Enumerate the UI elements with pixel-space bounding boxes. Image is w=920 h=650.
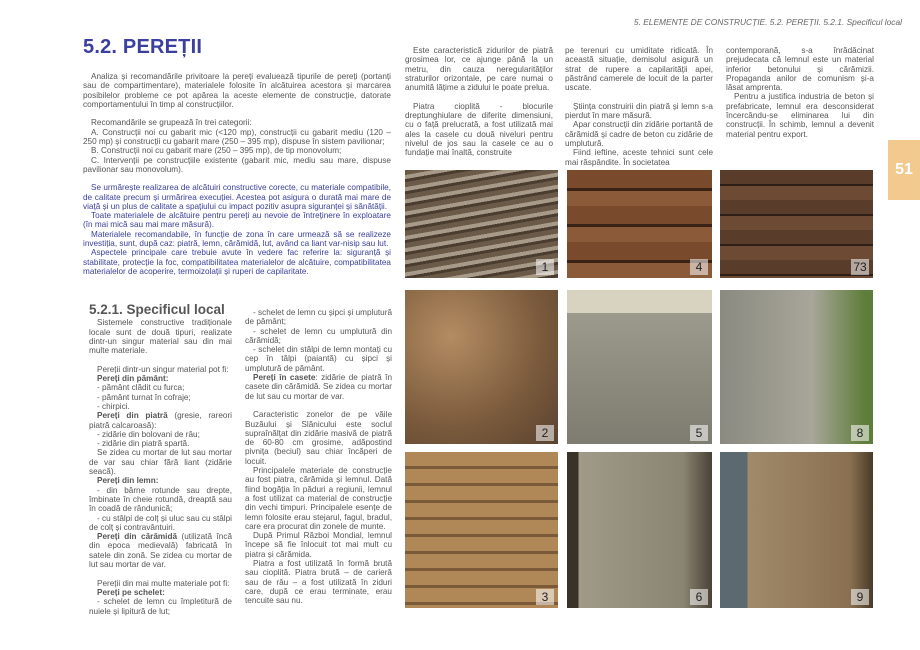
list-item: - chirpici. bbox=[97, 401, 130, 411]
top-column-2 bbox=[405, 46, 553, 158]
paragraph: Se zidea cu mortar de lut sau mortar de var sau chiar fără liant (zidărie seacă). bbox=[89, 448, 232, 477]
list-item: - pământ turnat în cofraje; bbox=[97, 392, 191, 402]
paragraph: Piatra a fost utilizată în formă brută sau cioplită. Piatra brută – de carieră sau de râu – a fost utilizată în ziduri care, după ce erau terminate, erau tencuite sau nu. bbox=[245, 559, 392, 606]
list-item: - zidărie din bolovani de râu; bbox=[97, 429, 200, 439]
list-item: - din bârne rotunde sau drepte, îmbinate în cheie rotundă, dreaptă sau în coadă de rândunică; bbox=[89, 485, 232, 514]
photo-plaster-frame-wall bbox=[567, 452, 712, 608]
photo-brick-wall bbox=[405, 452, 558, 608]
photo-frame-wall-window bbox=[720, 452, 873, 608]
list-item: - schelet de lemn cu împletitură de nuiele și lipitură de lut; bbox=[89, 597, 232, 616]
photo-label: 73 bbox=[851, 259, 869, 275]
list-item: - schelet din stâlpi de lemn montați cu cep în tălpi (paiantă) cu șipci și umplutură de pământ. bbox=[245, 345, 392, 373]
paragraph: Este caracteristică zidurilor de piatră grosimea lor, ce ajunge până la un metru, din cauza neregularităților straturilor orizontale, pe care numai o anumită lățime a zidului le poate prelua. bbox=[405, 46, 553, 93]
photo-label: 5 bbox=[690, 425, 708, 441]
photo-label: 9 bbox=[851, 589, 869, 605]
photo-label: 3 bbox=[536, 589, 554, 605]
list-item: - schelet de lemn cu șipci și umplutură de pământ; bbox=[245, 308, 392, 327]
photo-river-stone-wall bbox=[567, 290, 712, 444]
text: (gresie, rareori piatră calcaroasă): bbox=[89, 411, 232, 430]
intro-paragraph: B. Construcții noi cu gabarit mare (250 – 395 mp), de tip monovolum; bbox=[91, 146, 342, 156]
photo-stone-wall bbox=[405, 290, 558, 444]
paragraph: Pereții dintr-un singur material pot fi: bbox=[97, 364, 229, 374]
list-item: - zidărie din piatră spartă. bbox=[97, 439, 190, 449]
paragraph: Principalele materiale de construcție au fost piatra, cărămida și lemnul. Dată fiind bogăția în păduri a regiunii, lemnul a fost utilizat ca material de construcție din vechi timpuri. Principalele esențe de lemn folosite erau stejarul, fagul, bradul, care era procurat din zonele de munte. bbox=[245, 466, 392, 531]
breadcrumb: 5. ELEMENTE DE CONSTRUCȚIE. 5.2. PEREȚII. 5.2.1. Specificul local bbox=[633, 17, 902, 27]
recommendation-paragraph: Se urmărește realizarea de alcătuiri constructive corecte, cu materiale compatibile, de calitate precum și urmărirea execuției. Acestea pot asigura o durată mai mare de viață și un plus de calitate a spațiului cu impact pozitiv asupra siguranței și sănătății. bbox=[83, 183, 391, 211]
photo-timber-wall bbox=[720, 170, 873, 278]
photo-log-wall bbox=[567, 170, 712, 278]
text: (utilizată încă din epoca medievală) fabricată în satele din zonă. Se zidea cu mortar de lut sau mortar de var. bbox=[89, 532, 232, 570]
paragraph: Pentru a justifica industria de beton și prefabricate, lemnul era desconsiderat încercându-se eliminarea lui din construcții. În schimb, lemnul a devenit material pentru export. bbox=[726, 92, 874, 139]
photo-label: 1 bbox=[536, 259, 554, 275]
recommendation-paragraph: Aspectele principale care trebuie avute în vedere fac referire la: siguranță și stabilitate, protecție la foc, compatibilitatea materialelor de alcătuire, compatibilitatea materialelor de acoperire, termoizolații și ruperi de capilaritate. bbox=[83, 248, 391, 276]
recommendation-paragraph: Toate materialele de alcătuire pentru pereți au nevoie de întreținere în exploatare (în mai mică sau mai mare măsură). bbox=[83, 211, 391, 230]
subheading: Pereți din pământ: bbox=[97, 374, 169, 384]
section-heading: 5.2.1. Specificul local bbox=[89, 302, 225, 317]
intro-paragraph: Analiza și recomandările privitoare la pereți evaluează tipurile de pereți (portanți sau de compartimentare), materialele folosite în alcătuirea acestora și marcarea posibilelor probleme ce pot apărea la aceste elemente de construcție, datorate comportamentului în timp al construcțiilor. bbox=[83, 72, 391, 109]
list-item: - schelet de lemn cu umplutură din cărămidă; bbox=[245, 326, 392, 345]
list-item: - pământ clădit cu furca; bbox=[97, 383, 185, 393]
photo-stone-wall-grey bbox=[720, 290, 873, 444]
intro-column bbox=[83, 72, 391, 276]
top-column-3 bbox=[565, 46, 713, 167]
paragraph: contemporană, s-a înrădăcinat prejudecata că lemnul este un material inferior betonului și cărămizii. Propaganda anilor de comunism și-a lăsat amprenta. bbox=[726, 46, 874, 93]
recommendation-paragraph: Materialele recomandabile, în funcție de zona în care urmează să se realizeze investiția, sunt, după caz: piatră, lemn, cărămidă, lut, având ca liant var-nisip sau lut. bbox=[83, 229, 391, 249]
subheading: Pereți din lemn: bbox=[97, 476, 159, 486]
subheading: Pereți pe schelet: bbox=[97, 587, 165, 597]
page-title: 5.2. PEREȚII bbox=[83, 36, 203, 58]
paragraph: Pereții din mai multe materiale pot fi: bbox=[97, 578, 230, 588]
list-item: - cu stâlpi de colț și uluc sau cu stâlpi de colț și contravântuiri. bbox=[89, 513, 232, 532]
recommendations bbox=[83, 183, 391, 276]
photo-wattle-wall bbox=[405, 170, 558, 278]
local-column-2 bbox=[245, 308, 392, 606]
intro-paragraph: A. Construcții noi cu gabarit mic (<120 mp), construcții cu gabarit mediu (120 – 250 mp) și construcții cu gabarit mare (250 – 395 mp), dispuse în sistem pavilionar; bbox=[83, 127, 391, 147]
paragraph: Apar construcții din zidărie portantă de cărămidă și cadre de beton cu zidărie de umplutură. bbox=[565, 120, 713, 148]
paragraph: Știința construirii din piatră și lemn s-a pierdut în mare măsură. bbox=[565, 101, 713, 121]
paragraph: pe terenuri cu umiditate ridicată. În această situație, demisolul asigură un strat de rupere a capilarității apei, păstrând camerele de locuit de la parter uscate. bbox=[565, 46, 713, 93]
paragraph: Fiind ieftine, aceste tehnici sunt cele mai răspândite. În societatea bbox=[565, 148, 713, 167]
subheading: Pereți în casete bbox=[253, 373, 316, 383]
subheading: Pereți din cărămidă bbox=[97, 532, 178, 542]
paragraph: Sistemele constructive tradiționale locale sunt de două tipuri, realizate dintr-un singur material sau din mai multe materiale. bbox=[89, 318, 232, 356]
subheading: Pereți din piatră bbox=[97, 411, 168, 421]
intro-paragraph: Recomandările se grupează în trei categorii: bbox=[91, 118, 252, 128]
photo-label: 4 bbox=[690, 259, 708, 275]
text: : zidărie de piatră în casete din cărămidă. Se zidea cu mortar de lut sau cu mortar de var. bbox=[245, 373, 392, 401]
photo-label: 8 bbox=[851, 425, 869, 441]
paragraph: Piatra cioplită - blocurile dreptunghiulare de diferite dimensiuni, cu o față prelucrată, a fost utilizată mai ales la casele cu două niveluri pentru nivelul de jos sau la casele ce au o fundație mai înaltă, construite bbox=[405, 101, 553, 158]
local-column-1 bbox=[89, 302, 232, 616]
page-number-tab: 51 bbox=[888, 140, 920, 200]
paragraph: Caracteristic zonelor de pe văile Buzăului și Slănicului este soclul supraînălțat din zidărie masivă de piatră de 60-80 cm grosime, adăpostind pivnița (beciul) sau chiar încăperi de locuit. bbox=[245, 410, 392, 466]
photo-label: 2 bbox=[536, 425, 554, 441]
photo-label: 6 bbox=[690, 589, 708, 605]
paragraph: După Primul Război Mondial, lemnul începe să fie înlocuit tot mai mult cu piatra și cărămida. bbox=[245, 531, 392, 559]
intro-paragraph: C. Intervenții pe construcțiile existente (gabarit mic, mediu sau mare, dispuse pavilionar sau monovolum). bbox=[83, 155, 391, 174]
top-column-4 bbox=[726, 46, 874, 139]
